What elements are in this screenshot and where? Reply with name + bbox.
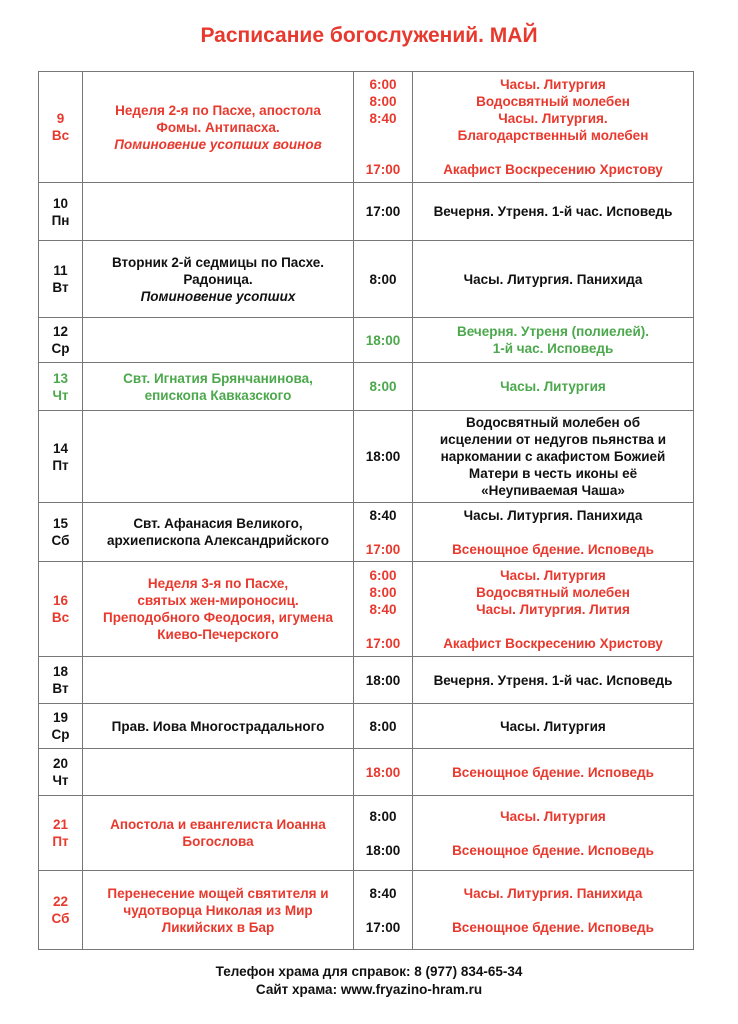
time-line: 8:00 — [369, 584, 397, 600]
services-cell — [413, 318, 694, 363]
day-number: 19 — [52, 710, 69, 725]
time-line — [354, 144, 412, 161]
service-line: Матери в честь иконы её — [468, 466, 638, 481]
service-line: Благодарственный молебен — [457, 128, 649, 143]
feast-line: Апостола и евангелиста Иоанна — [110, 817, 326, 832]
time-line: 18:00 — [365, 672, 401, 688]
time-line: 8:00 — [369, 379, 397, 394]
schedule-row — [39, 657, 694, 704]
service-line: «Неупиваемая Чаша» — [481, 483, 625, 498]
service-line: Часы. Литургия — [500, 567, 606, 583]
schedule-row — [39, 749, 694, 796]
weekday: Вс — [51, 610, 70, 625]
day-cell — [39, 411, 83, 503]
time-line: 18:00 — [365, 842, 401, 858]
service-line: Акафист Воскресению Христову — [443, 635, 663, 651]
services-cell — [413, 796, 694, 871]
day-cell — [39, 749, 83, 796]
services-cell — [413, 562, 694, 657]
weekday: Чт — [52, 387, 69, 403]
feast-line: святых жен-мироносиц. — [137, 593, 299, 608]
feast-cell — [83, 318, 354, 363]
times-cell — [354, 704, 413, 749]
time-line: 17:00 — [365, 919, 401, 935]
feast-cell — [83, 72, 354, 183]
time-line — [354, 127, 412, 144]
service-line: Часы. Литургия — [500, 718, 606, 734]
day-cell — [39, 183, 83, 241]
weekday: Пт — [52, 834, 69, 849]
service-line — [413, 902, 693, 919]
services-cell — [413, 183, 694, 241]
day-number: 16 — [52, 593, 69, 608]
phone-info: Телефон храма для справок: 8 (977) 834-65-34 — [215, 964, 523, 979]
weekday: Сб — [51, 533, 70, 548]
time-line: 18:00 — [365, 449, 401, 464]
day-cell — [39, 503, 83, 562]
day-cell — [39, 562, 83, 657]
day-number: 14 — [52, 440, 69, 456]
services-cell — [413, 871, 694, 950]
service-line: Часы. Литургия. Панихида — [463, 885, 643, 901]
time-line: 17:00 — [365, 162, 401, 177]
feast-cell — [83, 704, 354, 749]
day-number: 21 — [52, 817, 69, 832]
feast-line: Прав. Иова Многострадального — [111, 718, 325, 734]
service-line: Вечерня. Утреня. 1-й час. Исповедь — [433, 204, 673, 219]
time-line: 17:00 — [365, 204, 401, 219]
day-number: 12 — [52, 324, 69, 339]
feast-cell — [83, 241, 354, 318]
time-line: 8:40 — [369, 601, 397, 617]
feast-line: Неделя 2-я по Пасхе, апостола — [115, 102, 321, 118]
times-cell — [354, 241, 413, 318]
feast-line: Ликийских в Бар — [161, 919, 275, 935]
service-line — [413, 825, 693, 842]
times-cell — [354, 796, 413, 871]
day-cell — [39, 657, 83, 704]
feast-cell — [83, 363, 354, 411]
service-line: Часы. Литургия — [500, 808, 606, 824]
time-line: 8:40 — [369, 111, 397, 126]
feast-line: Неделя 3-я по Пасхе, — [147, 576, 289, 591]
day-number: 20 — [52, 756, 69, 771]
feast-line: Поминовение усопших воинов — [114, 136, 322, 152]
time-line — [354, 524, 412, 541]
service-line: Вечерня. Утреня (полиелей). — [457, 324, 649, 339]
weekday: Вт — [52, 681, 69, 696]
feast-line: Вторник 2-й седмицы по Пасхе. — [111, 254, 325, 270]
service-line: Часы. Литургия — [500, 379, 606, 394]
day-cell — [39, 318, 83, 363]
feast-line: архиепископа Александрийского — [106, 533, 330, 548]
service-line: Часы. Литургия. Лития — [476, 601, 630, 617]
schedule-row — [39, 318, 694, 363]
times-cell — [354, 871, 413, 950]
schedule-row — [39, 796, 694, 871]
time-line: 8:00 — [369, 271, 397, 287]
weekday: Ср — [51, 341, 70, 356]
time-line: 6:00 — [369, 77, 397, 92]
feast-cell — [83, 503, 354, 562]
service-line: Водосвятный молебен об — [465, 415, 641, 430]
feast-cell — [83, 411, 354, 503]
times-cell — [354, 363, 413, 411]
service-line: Всенощное бдение. Исповедь — [452, 541, 654, 557]
feast-line: Свт. Игнатия Брянчанинова, — [123, 370, 313, 386]
feast-line: Богослова — [182, 834, 254, 849]
feast-line: Фомы. Антипасха. — [156, 119, 280, 135]
service-line: Часы. Литургия — [500, 77, 606, 92]
service-line: Вечерня. Утреня. 1-й час. Исповедь — [433, 672, 673, 688]
service-line: Часы. Литургия. Панихида — [463, 507, 643, 523]
times-cell — [354, 562, 413, 657]
feast-line: епископа Кавказского — [144, 387, 292, 403]
service-line: Часы. Литургия. — [498, 111, 608, 126]
services-cell — [413, 749, 694, 796]
day-cell — [39, 241, 83, 318]
feast-cell — [83, 183, 354, 241]
service-line: Акафист Воскресению Христову — [443, 162, 663, 177]
weekday: Вт — [52, 280, 69, 295]
times-cell — [354, 411, 413, 503]
services-cell — [413, 503, 694, 562]
feast-cell — [83, 749, 354, 796]
feast-cell — [83, 796, 354, 871]
services-cell — [413, 704, 694, 749]
feast-line: Свт. Афанасия Великого, — [133, 516, 303, 531]
day-number: 10 — [52, 195, 69, 211]
day-cell — [39, 363, 83, 411]
services-cell — [413, 363, 694, 411]
time-line: 8:00 — [369, 718, 397, 734]
time-line — [354, 902, 412, 919]
times-cell — [354, 503, 413, 562]
weekday: Пн — [51, 212, 70, 228]
service-line: Водосвятный молебен — [476, 584, 630, 600]
time-line: 8:00 — [369, 94, 397, 109]
day-cell — [39, 704, 83, 749]
feast-cell — [83, 562, 354, 657]
feast-line: Киево-Печерского — [157, 627, 279, 642]
service-line: Всенощное бдение. Исповедь — [452, 919, 654, 935]
schedule-row — [39, 72, 694, 183]
times-cell — [354, 749, 413, 796]
page-title: Расписание богослужений. МАЙ — [200, 24, 538, 47]
times-cell — [354, 318, 413, 363]
services-cell — [413, 241, 694, 318]
footer — [0, 963, 738, 999]
service-line: Всенощное бдение. Исповедь — [452, 842, 654, 858]
website-info: Сайт храма: www.fryazino-hram.ru — [255, 982, 483, 997]
times-cell — [354, 657, 413, 704]
feast-line: Поминовение усопших — [140, 288, 296, 304]
schedule-row — [39, 562, 694, 657]
service-line — [413, 618, 693, 635]
service-line: Часы. Литургия. Панихида — [463, 271, 643, 287]
weekday: Сб — [51, 911, 70, 926]
times-cell — [354, 72, 413, 183]
service-line — [413, 524, 693, 541]
schedule-row — [39, 411, 694, 503]
feast-cell — [83, 871, 354, 950]
day-number: 11 — [53, 263, 68, 278]
time-line: 6:00 — [369, 567, 397, 583]
services-cell — [413, 657, 694, 704]
day-number: 13 — [52, 370, 69, 386]
feast-line: Перенесение мощей святителя и — [107, 885, 329, 901]
services-cell — [413, 72, 694, 183]
feast-line: чудотворца Николая из Мир — [123, 902, 313, 918]
schedule-row — [39, 503, 694, 562]
service-line — [413, 144, 693, 161]
schedule-row — [39, 363, 694, 411]
schedule-row — [39, 241, 694, 318]
time-line: 17:00 — [365, 541, 401, 557]
time-line: 18:00 — [365, 764, 401, 780]
time-line — [354, 618, 412, 635]
weekday: Пт — [52, 457, 69, 473]
service-line: Водосвятный молебен — [476, 94, 630, 109]
feast-line: Преподобного Феодосия, игумена — [102, 610, 333, 625]
time-line: 8:40 — [369, 885, 397, 901]
time-line: 8:00 — [369, 808, 397, 824]
services-cell — [413, 411, 694, 503]
time-line: 18:00 — [365, 332, 401, 348]
service-line: Всенощное бдение. Исповедь — [452, 764, 654, 780]
day-number: 22 — [52, 894, 69, 909]
schedule-table — [38, 71, 694, 950]
schedule-row — [39, 871, 694, 950]
day-cell — [39, 72, 83, 183]
time-line: 8:40 — [369, 507, 397, 523]
weekday: Чт — [52, 773, 69, 788]
time-line — [354, 825, 412, 842]
service-line: 1-й час. Исповедь — [492, 341, 614, 356]
feast-line: Радоница. — [183, 271, 253, 287]
day-number: 18 — [52, 664, 69, 679]
weekday: Ср — [51, 727, 70, 742]
schedule-row — [39, 704, 694, 749]
service-line: наркомании с акафистом Божией — [440, 449, 666, 464]
day-cell — [39, 871, 83, 950]
service-line: исцелении от недугов пьянства и — [439, 432, 667, 447]
day-number: 9 — [56, 111, 65, 126]
times-cell — [354, 183, 413, 241]
schedule-row — [39, 183, 694, 241]
day-cell — [39, 796, 83, 871]
time-line: 17:00 — [365, 635, 401, 651]
feast-cell — [83, 657, 354, 704]
weekday: Вс — [51, 128, 70, 143]
day-number: 15 — [52, 516, 69, 531]
